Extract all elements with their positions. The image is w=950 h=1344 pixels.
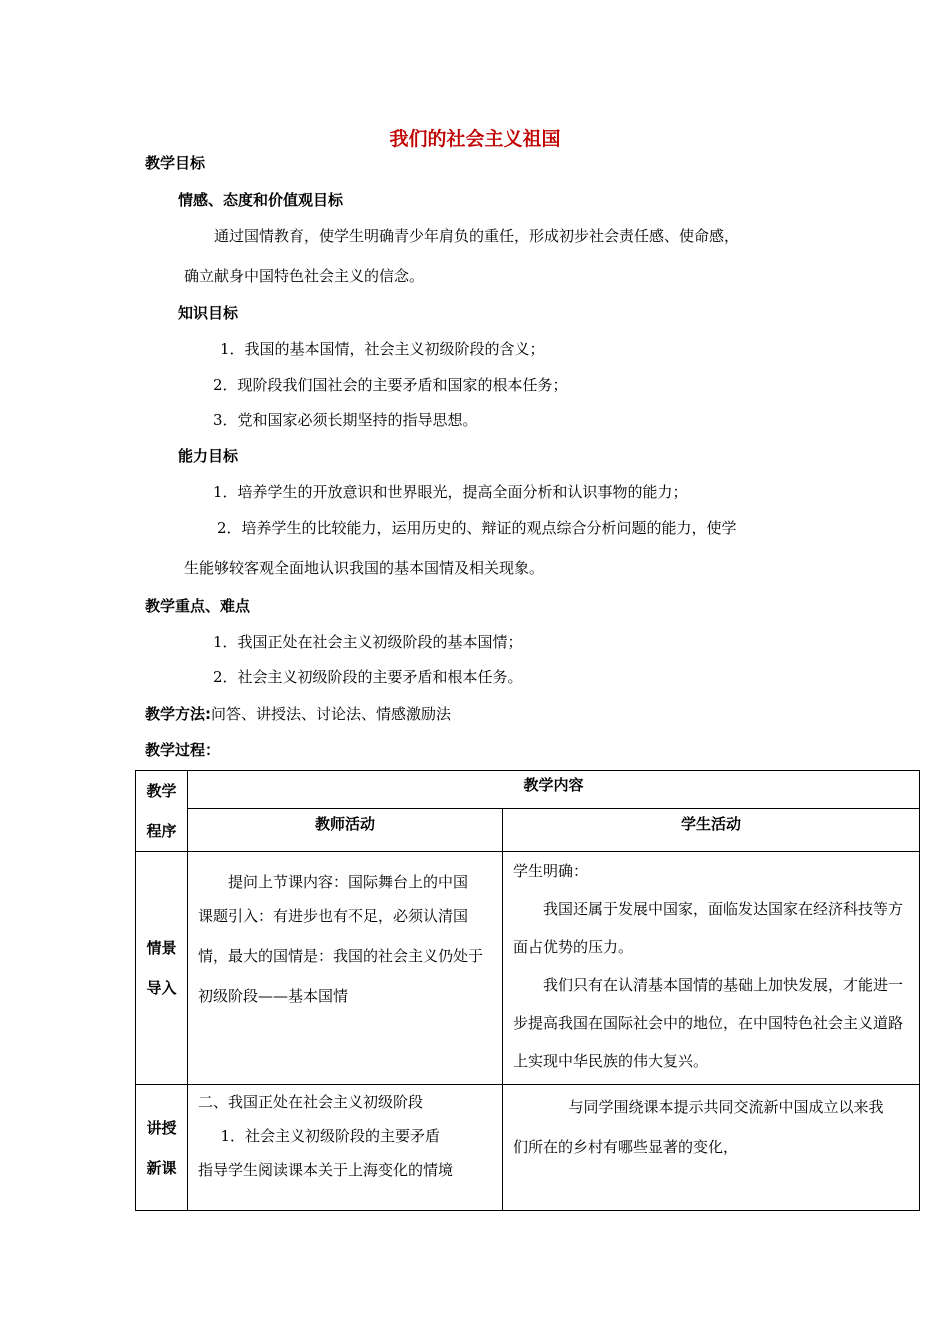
stage-label-1: 讲授 xyxy=(146,1118,177,1137)
ability-item: 1．培养学生的开放意识和世界眼光，提高全面分析和认识事物的能力； xyxy=(213,483,688,501)
stage-label-2: 导入 xyxy=(146,979,177,997)
ability-objective-heading: 能力目标 xyxy=(178,447,239,465)
ability-item: 2．培养学生的比较能力，运用历史的、辩证的观点综合分析问题的能力，使学 xyxy=(217,519,737,537)
knowledge-item: 1．我国的基本国情，社会主义初级阶段的含义； xyxy=(220,340,545,358)
content-header: 教学内容 xyxy=(188,771,920,809)
teacher-activity-text: 二、我国正处在社会主义初级阶段 xyxy=(198,1093,424,1111)
ability-item-cont: 生能够较客观全面地认识我国的基本国情及相关现象。 xyxy=(184,559,545,577)
teacher-activity-header: 教师活动 xyxy=(188,809,503,852)
knowledge-item: 3．党和国家必须长期坚持的指导思想。 xyxy=(213,411,478,429)
student-activity-text: 与同学围绕课本提示共同交流新中国成立以来我们所在的乡村有哪些显著的变化， xyxy=(513,1098,884,1156)
stage-cell xyxy=(136,1085,188,1211)
objectives-heading: 教学目标 xyxy=(145,154,206,172)
student-activity-header: 学生活动 xyxy=(503,809,920,852)
keypoint-item: 1．我国正处在社会主义初级阶段的基本国情； xyxy=(213,633,523,651)
emotion-objective-heading: 情感、态度和价值观目标 xyxy=(178,191,344,209)
process-heading: 教学过程： xyxy=(145,741,221,759)
student-activity-text: 我们只有在认清基本国情的基础上加快发展，才能进一步提高我国在国际社会中的地位，在中国特色社会主义道路上实现中华民族的伟大复兴。 xyxy=(513,976,904,1070)
teacher-activity-text: 指导学生阅读课本关于上海变化的情境 xyxy=(198,1161,454,1179)
methods-line xyxy=(145,703,451,724)
student-activity-text: 我国还属于发展中国家，面临发达国家在经济科技等方面占优势的压力。 xyxy=(513,900,904,956)
teacher-activity-text: 课题引入：有进步也有不足，必须认清国情，最大的国情是：我国的社会主义仍处于初级阶段——基本国情 xyxy=(198,907,484,1005)
stage-header-2: 程序 xyxy=(146,822,177,840)
stage-header-1: 教学 xyxy=(146,782,177,800)
stage-header-cell xyxy=(136,771,188,852)
keypoint-item: 2．社会主义初级阶段的主要矛盾和根本任务。 xyxy=(213,668,523,686)
knowledge-item: 2．现阶段我们国社会的主要矛盾和国家的根本任务； xyxy=(213,376,568,394)
student-activity-cell xyxy=(503,852,920,1085)
methods-label: 教学方法: xyxy=(145,705,211,723)
keypoints-heading: 教学重点、难点 xyxy=(145,597,251,615)
teacher-activity-text: 提问上节课内容：国际舞台上的中国 xyxy=(228,873,469,891)
knowledge-objective-heading: 知识目标 xyxy=(178,304,239,322)
emotion-objective-text: 通过国情教育，使学生明确青少年肩负的重任，形成初步社会责任感、使命感， xyxy=(214,227,740,245)
page-title: 我们的社会主义祖国 xyxy=(389,128,561,150)
stage-label-1: 情景 xyxy=(146,939,177,957)
teacher-activity-cell xyxy=(188,1085,503,1211)
student-activity-cell xyxy=(503,1085,920,1211)
student-activity-text: 学生明确： xyxy=(513,862,589,880)
methods-value: 问答、讲授法、讨论法、情感激励法 xyxy=(211,705,452,723)
emotion-objective-text-cont: 确立献身中国特色社会主义的信念。 xyxy=(184,267,425,285)
teacher-activity-cell xyxy=(188,852,503,1085)
process-table xyxy=(135,770,920,1211)
teacher-activity-text: 1．社会主义初级阶段的主要矛盾 xyxy=(220,1127,441,1145)
stage-cell xyxy=(136,852,188,1085)
stage-label-2: 新课 xyxy=(146,1158,177,1177)
